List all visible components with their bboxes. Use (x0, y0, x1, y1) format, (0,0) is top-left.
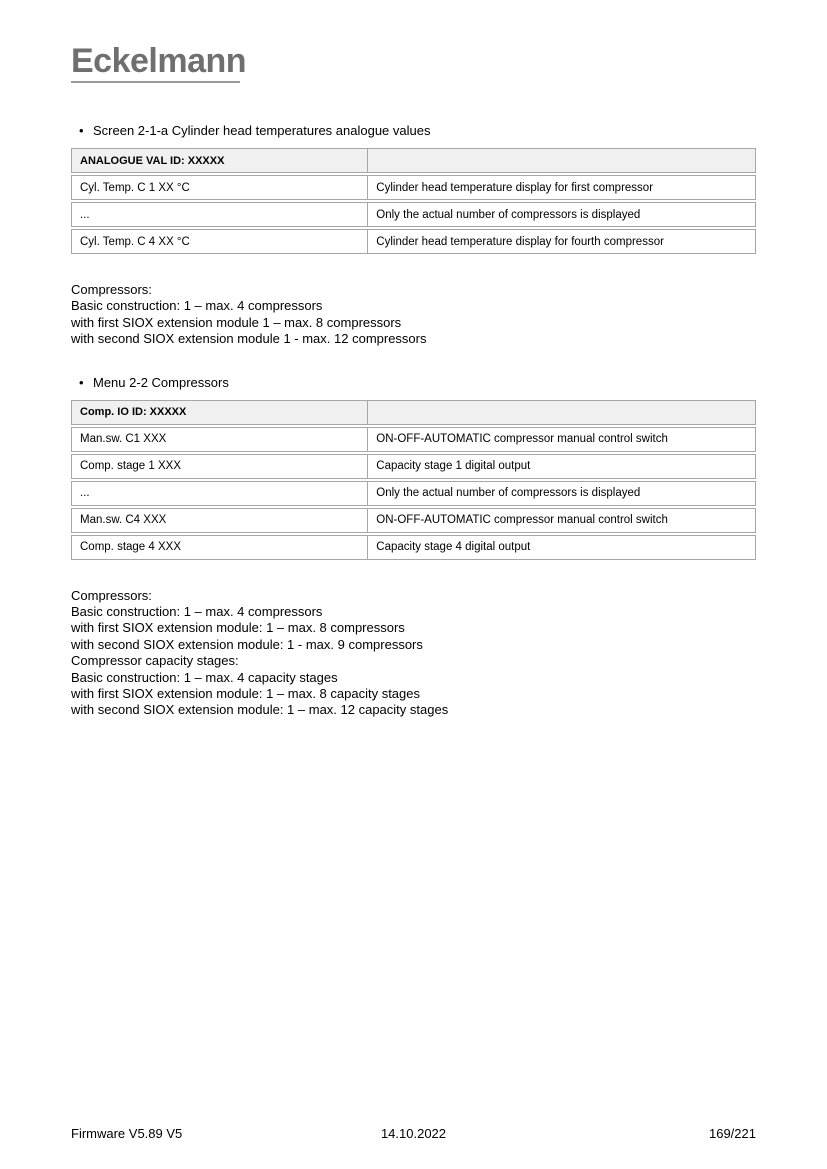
table-cell: Capacity stage 1 digital output (368, 454, 756, 479)
table-row (71, 229, 756, 254)
bullet-label: Menu 2-2 Compressors (93, 374, 229, 390)
table-cell: ... (71, 481, 368, 506)
table-header-cell: Comp. IO ID: XXXXX (71, 400, 368, 425)
table-cell: ON-OFF-AUTOMATIC compressor manual control switch (368, 427, 756, 452)
page-content (71, 0, 756, 719)
table-cell: Man.sw. C4 XXX (71, 508, 368, 533)
note-line: Basic construction: 1 – max. 4 compressors (71, 298, 323, 314)
table-cell: ON-OFF-AUTOMATIC compressor manual control switch (368, 508, 756, 533)
table-cell: Only the actual number of compressors is displayed (368, 481, 756, 506)
table-cell: ... (71, 202, 368, 227)
table-cell: Cyl. Temp. C 1 XX °C (71, 175, 368, 200)
analogue-values-table (71, 146, 756, 256)
table-cell: Comp. stage 4 XXX (71, 535, 368, 560)
compressors-io-table (71, 398, 756, 562)
table-cell: Man.sw. C1 XXX (71, 427, 368, 452)
table-row (71, 535, 756, 560)
table-row (71, 454, 756, 479)
logo-underline (71, 81, 240, 83)
table-cell: Cylinder head temperature display for first compressor (368, 175, 756, 200)
footer-firmware-version: Firmware V5.89 V5 (71, 1126, 183, 1141)
bullet-dot: • (79, 123, 84, 138)
table-cell: Only the actual number of compressors is displayed (368, 202, 756, 227)
footer-date: 14.10.2022 (380, 1126, 447, 1141)
note-line: Basic construction: 1 – max. 4 capacity stages (71, 669, 338, 685)
bullet-item-screen-2-1-a (79, 123, 756, 139)
compressors-notes-1 (71, 282, 756, 348)
table-header-cell: ANALOGUE VAL ID: XXXXX (71, 148, 368, 173)
table-cell: Cylinder head temperature display for fourth compressor (368, 229, 756, 254)
note-line: with second SIOX extension module: 1 – max. 12 capacity stages (71, 702, 449, 718)
bullet-label: Screen 2-1-a Cylinder head temperatures analogue values (93, 123, 431, 138)
table-row (71, 481, 756, 506)
note-line: Compressor capacity stages: (71, 653, 239, 669)
note-line: with second SIOX extension module: 1 - max. 9 compressors (71, 636, 423, 652)
note-line: with first SIOX extension module: 1 – max. 8 compressors (71, 620, 405, 636)
table-header-cell (368, 148, 756, 173)
table-header-row (71, 148, 756, 173)
logo-text: Eckelmann (71, 42, 247, 80)
table-row (71, 202, 756, 227)
note-line: Compressors: (71, 282, 152, 297)
bullet-dot: • (79, 374, 84, 390)
table-header-cell (368, 400, 756, 425)
table-row (71, 427, 756, 452)
table-cell: Capacity stage 4 digital output (368, 535, 756, 560)
note-line: with second SIOX extension module 1 - max. 12 compressors (71, 331, 427, 347)
table-row (71, 175, 756, 200)
note-line: Basic construction: 1 – max. 4 compressors (71, 604, 323, 620)
table-header-row (71, 400, 756, 425)
note-line: Compressors: (71, 587, 152, 603)
table-row (71, 508, 756, 533)
eckelmann-logo (71, 44, 246, 83)
page-footer (71, 1126, 756, 1141)
note-line: with first SIOX extension module: 1 – max. 8 capacity stages (71, 686, 420, 702)
compressors-notes-2 (71, 588, 756, 719)
footer-page-number: 169/221 (708, 1126, 756, 1141)
bullet-item-menu-2-2 (79, 375, 756, 391)
table-cell: Comp. stage 1 XXX (71, 454, 368, 479)
note-line: with first SIOX extension module 1 – max. 8 compressors (71, 314, 402, 330)
table-cell: Cyl. Temp. C 4 XX °C (71, 229, 368, 254)
